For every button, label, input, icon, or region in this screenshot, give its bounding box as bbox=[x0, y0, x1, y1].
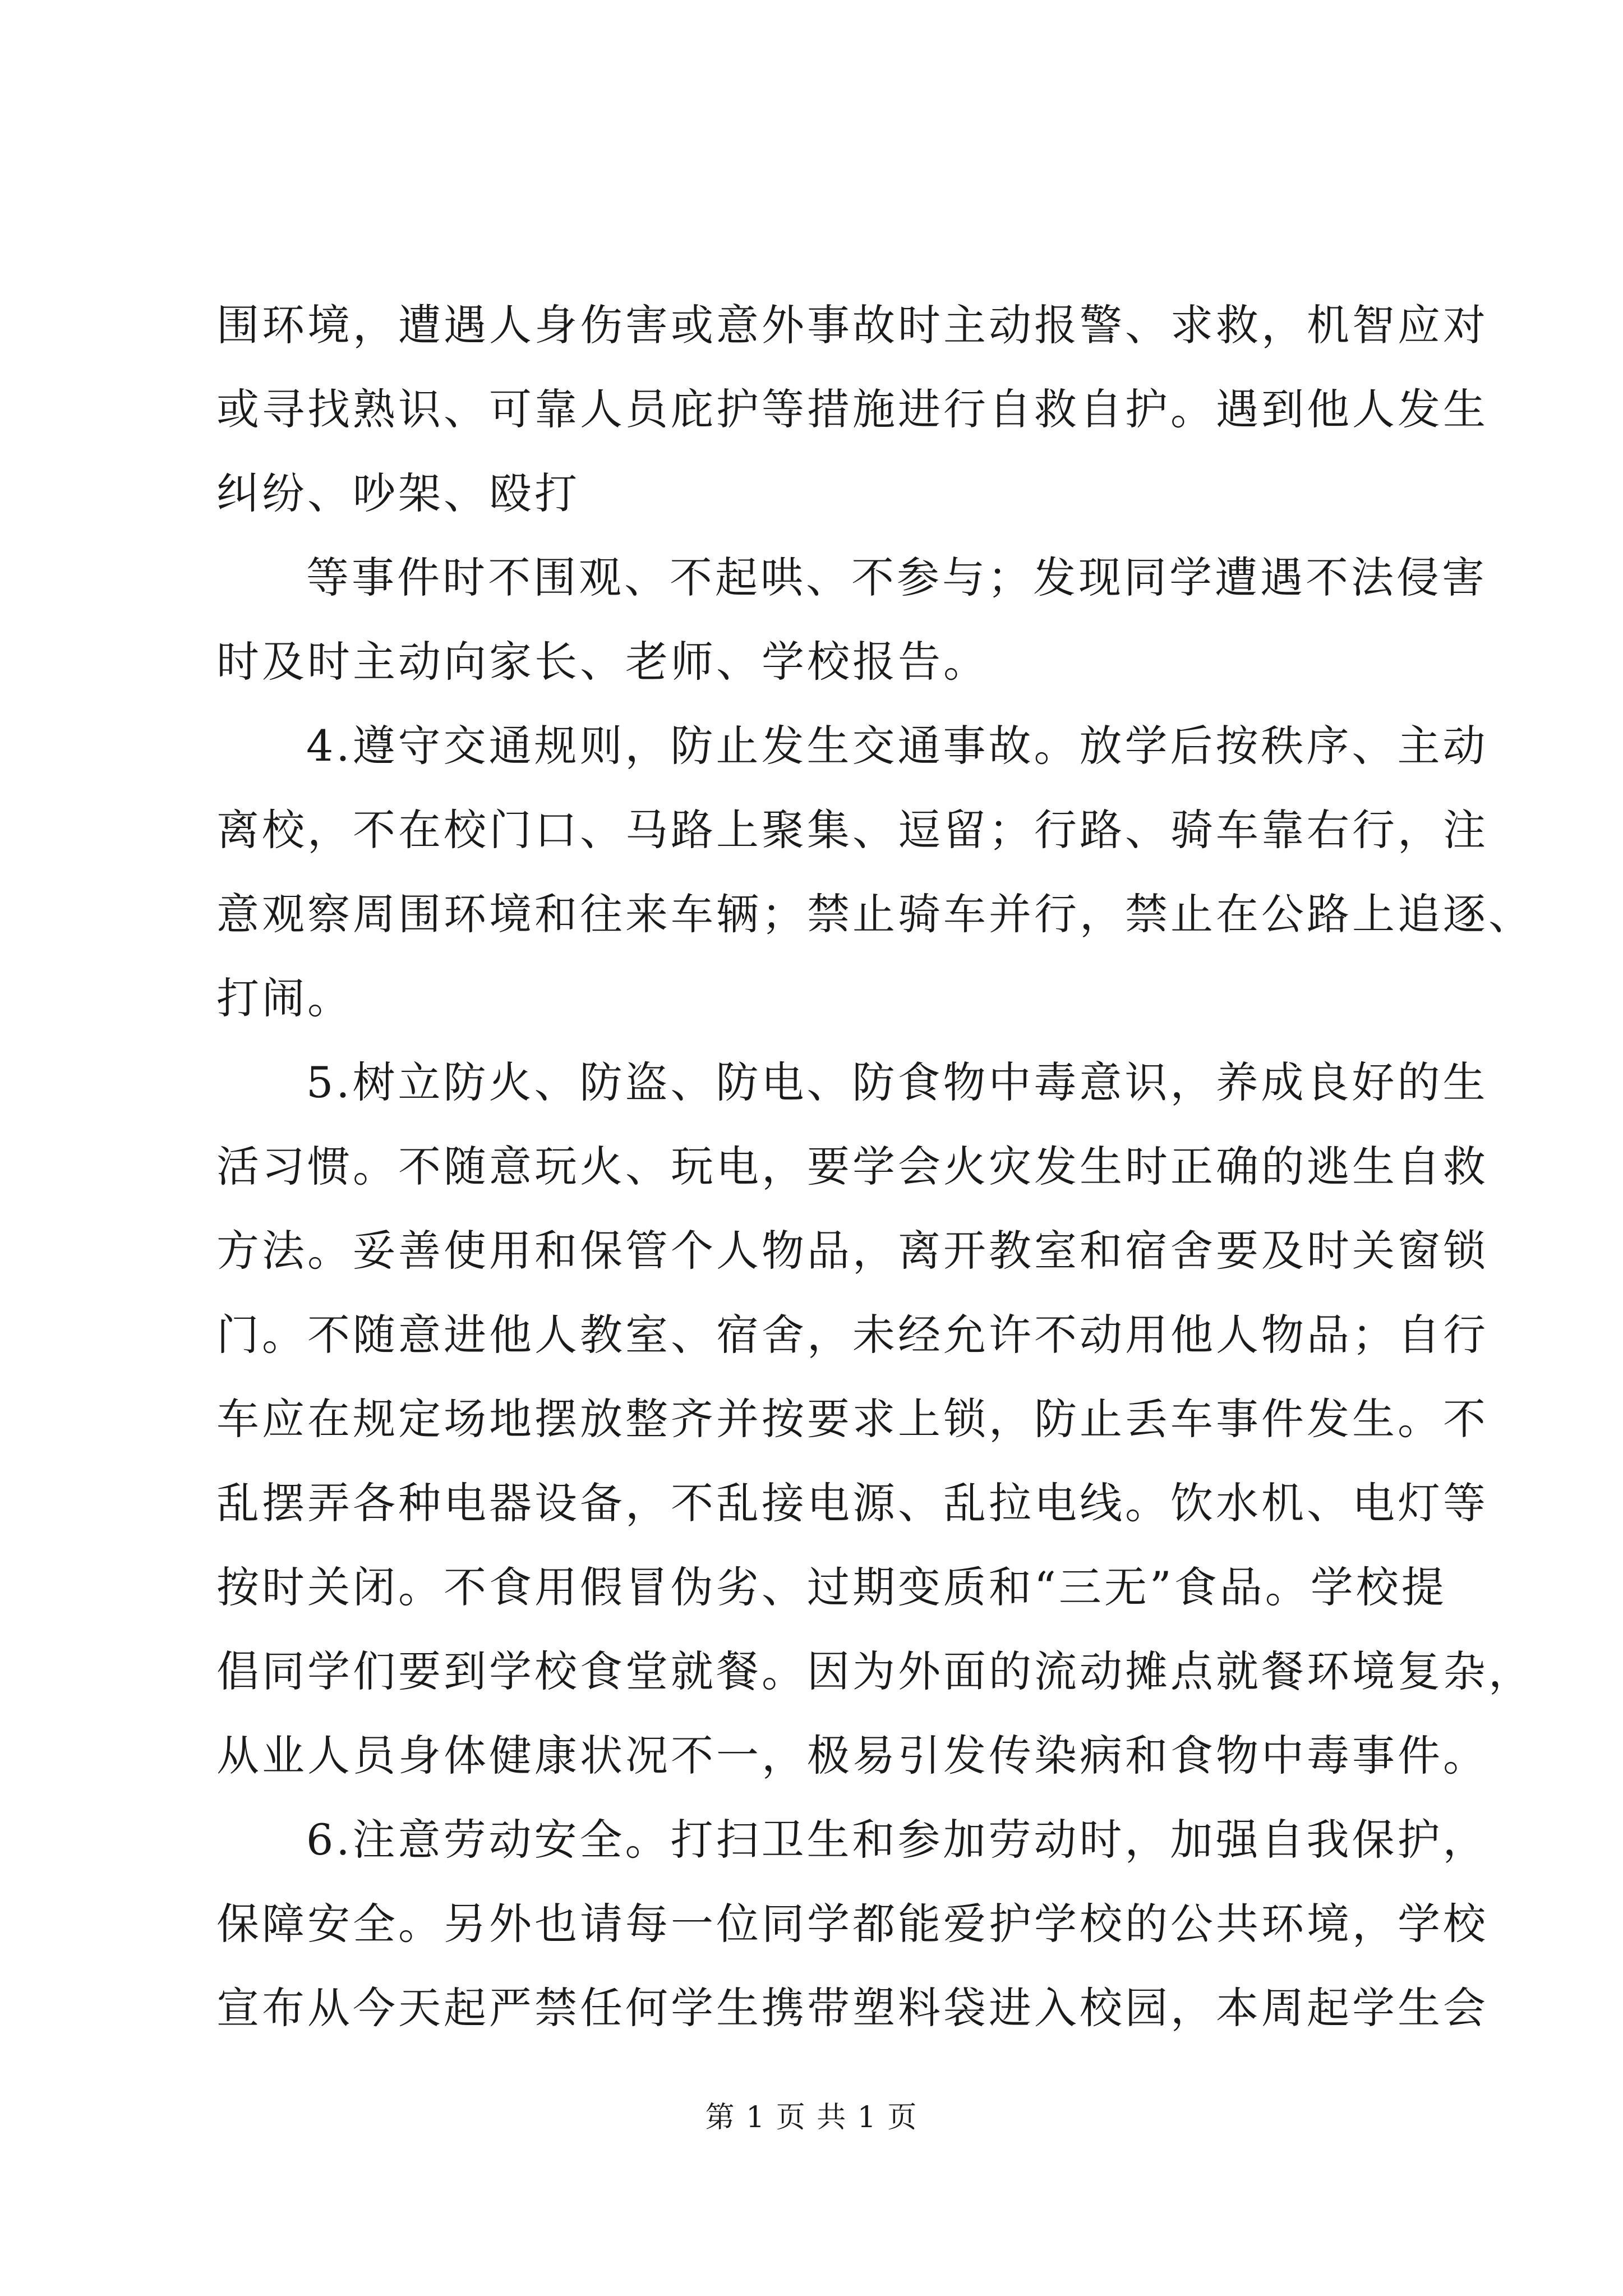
text-line: 离校，不在校门口、马路上聚集、逗留；行路、骑车靠右行，注 bbox=[216, 805, 1488, 855]
paragraph-2 bbox=[216, 536, 1487, 704]
text-line: 乱摆弄各种电器设备，不乱接电源、乱拉电线。饮水机、电灯等 bbox=[216, 1478, 1488, 1528]
text-line: 时及时主动向家长、老师、学校报告。 bbox=[216, 637, 989, 687]
text-line: 门。不随意进他人教室、宿舍，未经允许不动用他人物品；自行 bbox=[216, 1310, 1488, 1360]
paragraph-1 bbox=[216, 283, 1488, 536]
text-line: 意观察周围环境和往来车辆；禁止骑车并行，禁止在公路上追逐、 bbox=[216, 889, 1534, 939]
paragraph-item-6 bbox=[216, 1798, 1488, 2050]
text-line: 保障安全。另外也请每一位同学都能爱护学校的公共环境，学校 bbox=[216, 1899, 1488, 1949]
text-line: 按时关闭。不食用假冒伪劣、过期变质和“三无”食品。学校提 bbox=[216, 1562, 1447, 1612]
text-line: 纠纷、吵架、殴打 bbox=[216, 468, 580, 518]
page-footer bbox=[0, 2098, 1623, 2137]
text-line: 活习惯。不随意玩火、玩电，要学会火灾发生时正确的逃生自救 bbox=[216, 1142, 1488, 1191]
text-line: 打闹。 bbox=[216, 973, 353, 1023]
text-line: 方法。妥善使用和保管个人物品，离开教室和宿舍要及时关窗锁 bbox=[216, 1226, 1488, 1276]
text-line: 5.树立防火、防盗、防电、防食物中毒意识，养成良好的生 bbox=[306, 1057, 1488, 1107]
text-line: 从业人员身体健康状况不一，极易引发传染病和食物中毒事件。 bbox=[216, 1731, 1488, 1780]
text-line: 倡同学们要到学校食堂就餐。因为外面的流动摊点就餐环境复杂， bbox=[216, 1646, 1534, 1696]
text-line: 宣布从今天起严禁任何学生携带塑料袋进入校园，本周起学生会 bbox=[216, 1983, 1488, 2033]
text-line: 4.遵守交通规则，防止发生交通事故。放学后按秩序、主动 bbox=[306, 721, 1488, 771]
paragraph-item-4 bbox=[216, 704, 1534, 1041]
text-line: 车应在规定场地摆放整齐并按要求上锁，防止丢车事件发生。不 bbox=[216, 1394, 1488, 1444]
paragraph-item-5 bbox=[216, 1041, 1534, 1798]
page-number: 第 1 页 共 1 页 bbox=[705, 2101, 918, 2134]
document-body bbox=[216, 283, 1534, 2050]
text-line: 6.注意劳动安全。打扫卫生和参加劳动时，加强自我保护， bbox=[306, 1815, 1488, 1865]
text-line: 或寻找熟识、可靠人员庇护等措施进行自救自护。遇到他人发生 bbox=[216, 384, 1488, 434]
text-line: 围环境，遭遇人身伤害或意外事故时主动报警、求救，机智应对 bbox=[216, 300, 1488, 350]
text-line: 等事件时不围观、不起哄、不参与；发现同学遭遇不法侵害 bbox=[306, 553, 1487, 602]
